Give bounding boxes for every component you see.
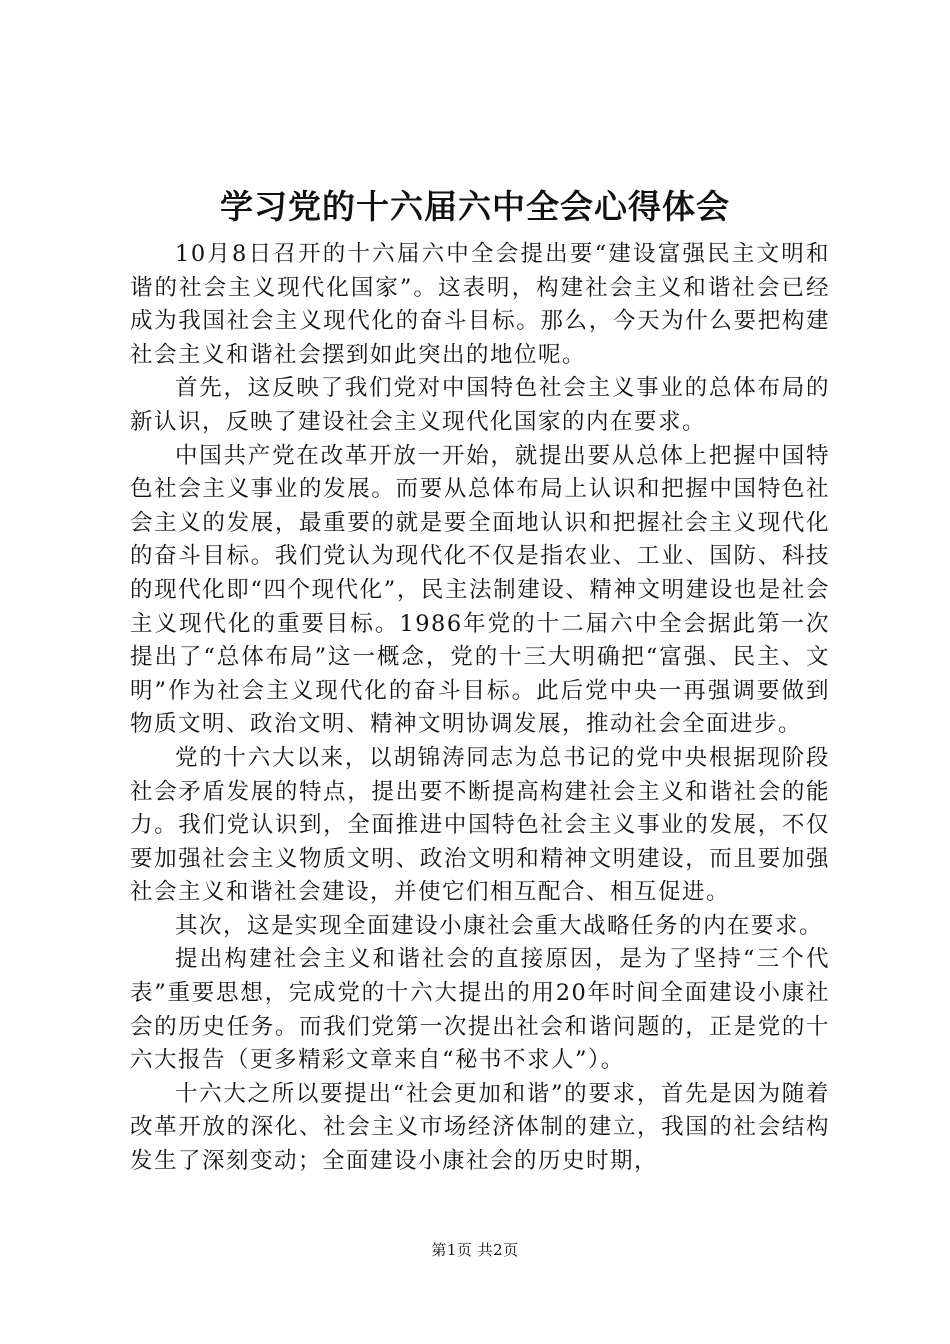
page-footer: 第1页 共2页 [431, 1241, 519, 1259]
paragraph: 中国共产党在改革开放一开始，就提出要从总体上把握中国特色社会主义事业的发展。而要从总体布局上认识和把握中国特色社会主义的发展，最重要的就是要全面地认识和把握社会主义现代化的奋斗目标。我们党认为现代化不仅是指农业、工业、国防、科技的现代化即“四个现代化”，民主法制建设、精神文明建设也是社会主义现代化的重要目标。1986年党的十二届六中全会据此第一次提出了“总体布局”这一概念，党的十三大明确把“富强、民主、文明”作为社会主义现代化的奋斗目标。此后党中央一再强调要做到物质文明、政治文明、精神文明协调发展，推动社会全面进步。 [130, 442, 830, 738]
paragraph: 其次，这是实现全面建设小康社会重大战略任务的内在要求。 [175, 912, 824, 939]
document-body [130, 238, 830, 1179]
paragraph: 提出构建社会主义和谐社会的直接原因，是为了坚持“三个代表”重要思想，完成党的十六大提出的用20年时间全面建设小康社会的历史任务。而我们党第一次提出社会和谐问题的，正是党的十六大报告（更多精彩文章来自“秘书不求人”）。 [130, 946, 830, 1074]
paragraph: 党的十六大以来，以胡锦涛同志为总书记的党中央根据现阶段社会矛盾发展的特点，提出要不断提高构建社会主义和谐社会的能力。我们党认识到，全面推进中国特色社会主义事业的发展，不仅要加强社会主义物质文明、政治文明和精神文明建设，而且要加强社会主义和谐社会建设，并使它们相互配合、相互促进。 [130, 744, 830, 906]
paragraph: 十六大之所以要提出“社会更加和谐”的要求，首先是因为随着改革开放的深化、社会主义市场经济体制的建立，我国的社会结构发生了深刻变动；全面建设小康社会的历史时期， [130, 1080, 830, 1175]
paragraph: 首先，这反映了我们党对中国特色社会主义事业的总体布局的新认识，反映了建设社会主义现代化国家的内在要求。 [130, 375, 830, 435]
paragraph: 10月8日召开的十六届六中全会提出要“建设富强民主文明和谐的社会主义现代化国家”。这表明，构建社会主义和谐社会已经成为我国社会主义现代化的奋斗目标。那么，今天为什么要把构建社会主义和谐社会摆到如此突出的地位呢。 [130, 241, 830, 368]
document-title: 学习党的十六届六中全会心得体会 [220, 187, 730, 226]
